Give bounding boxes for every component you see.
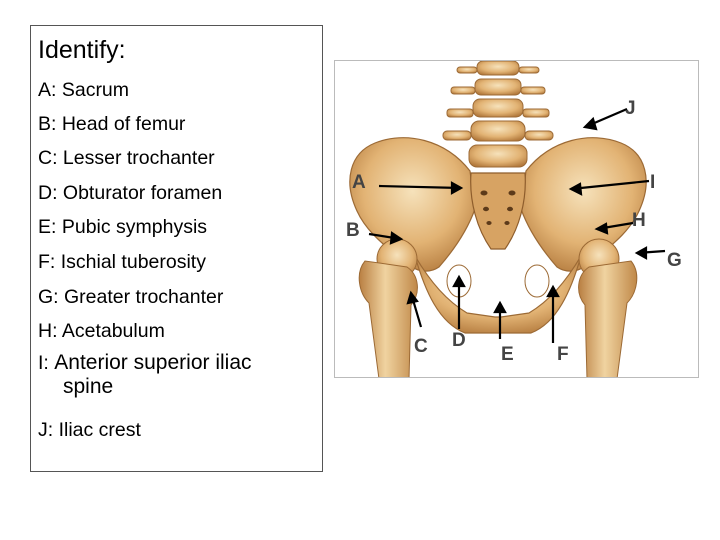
answer-h: H: Acetabulum	[38, 320, 165, 342]
pelvis-illustration	[334, 60, 699, 378]
figure-label-c: C	[414, 336, 428, 357]
right-obturator-foramen	[525, 265, 549, 297]
answer-i-line1: Anterior superior iliac	[54, 351, 252, 374]
answer-a: A: Sacrum	[38, 79, 130, 101]
figure-label-e: E	[501, 344, 514, 365]
figure-label-f: F	[557, 344, 569, 365]
answer-b: B: Head of femur	[38, 113, 186, 135]
answer-f: F: Ischial tuberosity	[38, 251, 206, 273]
figure-label-d: D	[452, 330, 466, 351]
answer-e: E: Pubic symphysis	[38, 216, 208, 238]
figure-label-a: A	[352, 172, 366, 193]
figure-label-g: G	[667, 250, 682, 271]
answer-i-line2: spine	[63, 375, 114, 398]
figure-label-h: H	[632, 210, 646, 231]
box-title: Identify:	[38, 36, 126, 64]
left-femur	[359, 239, 417, 378]
figure-label-j: J	[625, 98, 636, 119]
answer-c: C: Lesser trochanter	[38, 147, 215, 169]
lumbar-vertebrae	[443, 61, 553, 167]
answer-d: D: Obturator foramen	[38, 182, 223, 204]
answer-i-key: I:	[38, 352, 49, 374]
sacrum	[471, 173, 526, 249]
figure-label-i: I	[650, 172, 656, 193]
right-femur	[579, 239, 637, 378]
answer-i	[38, 351, 318, 399]
figure-label-b: B	[346, 220, 360, 241]
answer-key-box	[30, 25, 323, 472]
answer-j: J: Iliac crest	[38, 419, 141, 441]
answer-g: G: Greater trochanter	[38, 286, 224, 308]
